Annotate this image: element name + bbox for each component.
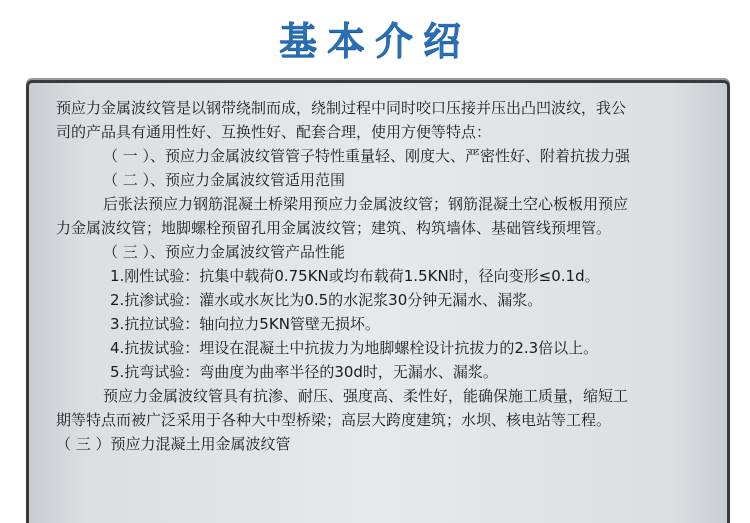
section-2-heading: （ 二 ）、预应力金属波纹管适用范围	[103, 171, 346, 189]
title-area	[0, 0, 750, 70]
page-title: 基本介绍	[278, 18, 471, 63]
intro-line-2: 司的产品具有通用性好、互换性好、配套合理，使用方便等特点：	[56, 123, 492, 141]
summary-line-2: 期等特点而被广泛采用于各种大中型桥梁；高层大跨度建筑；水坝、核电站等工程。	[56, 411, 612, 429]
test-item-1: 1.刚性试验：抗集中载荷0.75KN或均布载荷1.5KN时，径向变形≤0.1d。	[110, 267, 600, 285]
content-body	[56, 96, 701, 456]
test-item-2: 2.抗渗试验：灌水或水灰比为0.5的水泥浆30分钟无漏水、漏浆。	[110, 291, 543, 309]
summary-line-1: 预应力金属波纹管具有抗渗、耐压、强度高、柔性好，能确保施工质量，缩短工	[103, 387, 629, 405]
section-3b-heading: （ 三 ）预应力混凝土用金属波纹管	[56, 435, 291, 453]
test-item-5: 5.抗弯试验：弯曲度为曲率半径的30d时，无漏水、漏浆。	[110, 363, 498, 381]
section-1-heading: （ 一 ）、预应力金属波纹管管子特性重量轻、刚度大、严密性好、附着抗拔力强	[103, 147, 631, 165]
test-item-4: 4.抗拔试验：埋设在混凝土中抗拔力为地脚螺栓设计抗拔力的2.3倍以上。	[110, 339, 599, 357]
intro-line-1: 预应力金属波纹管是以钢带绕制而成，绕制过程中同时咬口压接并压出凸凹波纹，我公	[56, 99, 627, 117]
test-item-3: 3.抗拉试验：轴向拉力5KN管壁无损坏。	[110, 315, 380, 333]
usage-line-2: 力金属波纹管；地脚螺栓预留孔用金属波纹管；建筑、构筑墙体、基础管线预埋管。	[56, 219, 612, 237]
section-3-heading: （ 三 ）、预应力金属波纹管产品性能	[103, 243, 346, 261]
usage-line-1: 后张法预应力钢筋混凝土桥梁用预应力金属波纹管；钢筋混凝土空心板板用预应	[103, 195, 629, 213]
